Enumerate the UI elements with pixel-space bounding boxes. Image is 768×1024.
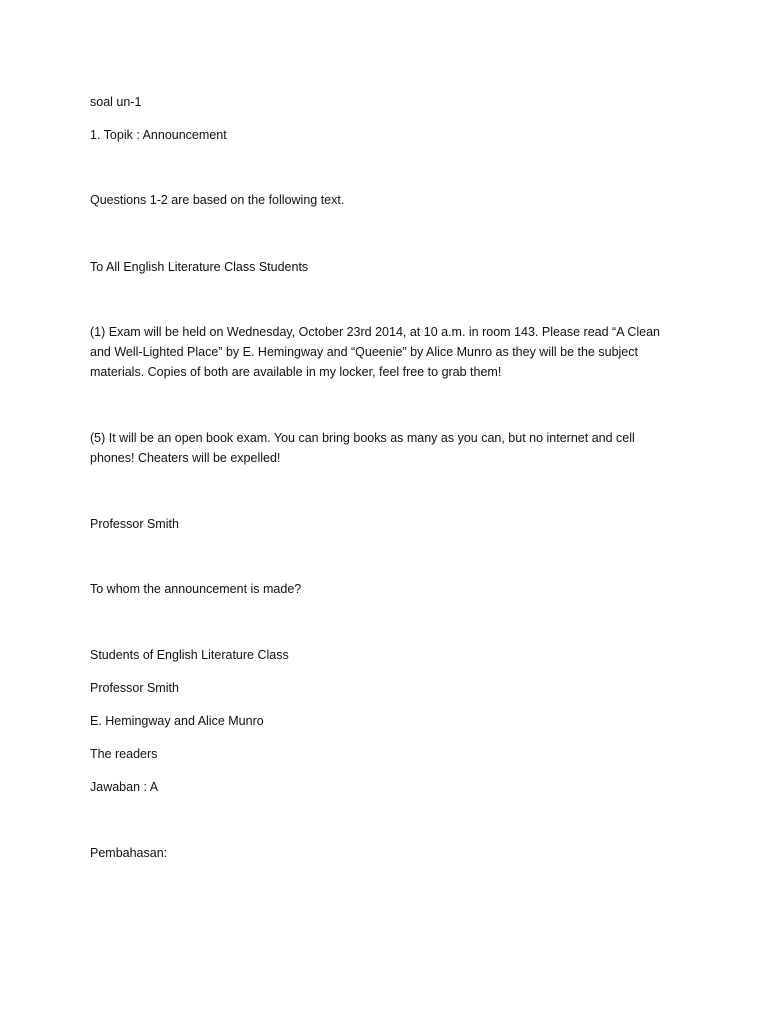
question-instruction: Questions 1-2 are based on the following text. <box>90 193 345 207</box>
document-header: soal un-1 <box>90 95 142 109</box>
option-b: Professor Smith <box>90 681 179 695</box>
topic-heading: 1. Topik : Announcement <box>90 128 227 142</box>
announcement-addressee: To All English Literature Class Students <box>90 260 309 274</box>
question-text: To whom the announcement is made? <box>90 582 302 596</box>
announcement-paragraph-2: (5) It will be an open book exam. You can bring books as many as you can, but no internet and cell phones! Cheaters will be expelled! <box>90 431 635 465</box>
option-d: The readers <box>90 747 158 761</box>
announcement-signature: Professor Smith <box>90 517 179 531</box>
announcement-paragraph-1: (1) Exam will be held on Wednesday, October 23rd 2014, at 10 a.m. in room 143. Please read “A Clean and Well-Lighted Place” by E. Hemingway and “Queenie” by Alice Munro as they will be the subject materials. Copies of both are available in my locker, feel free to grab them! <box>90 325 660 379</box>
option-a: Students of English Literature Class <box>90 648 289 662</box>
discussion-label: Pembahasan: <box>90 846 168 860</box>
option-c: E. Hemingway and Alice Munro <box>90 714 264 728</box>
answer-line: Jawaban : A <box>90 780 159 794</box>
